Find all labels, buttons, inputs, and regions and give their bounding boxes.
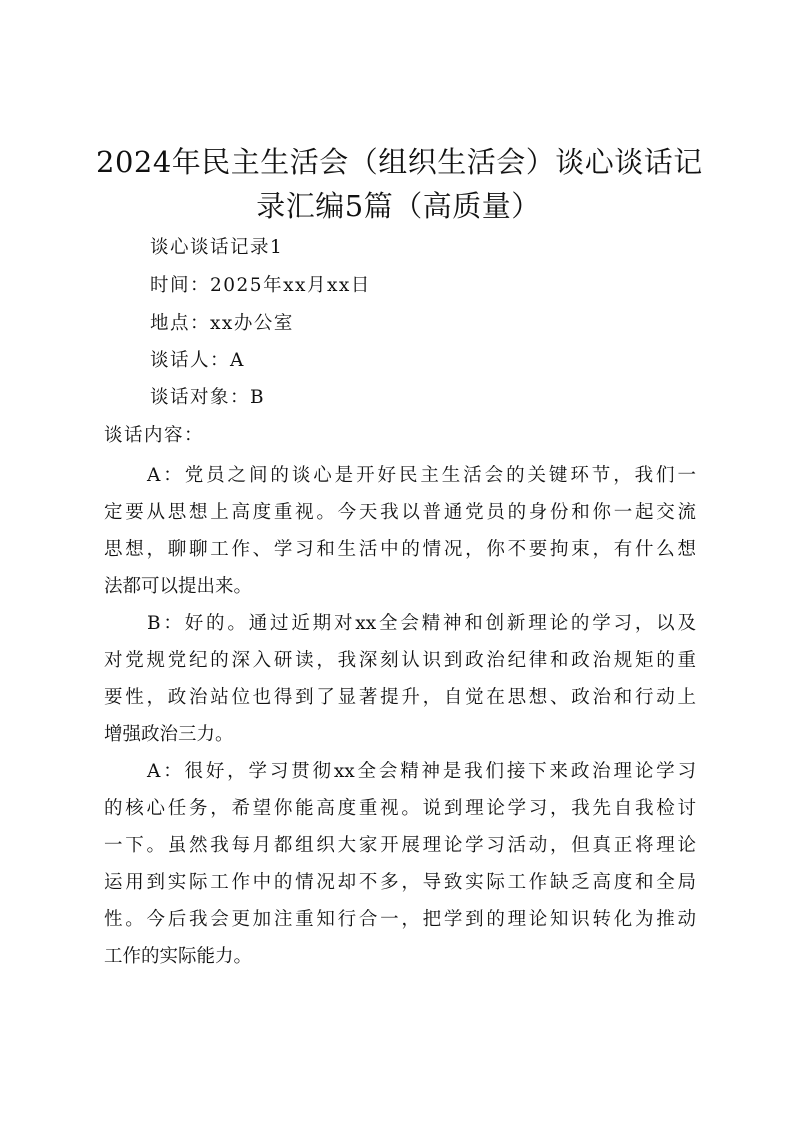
title-line-2: 录汇编5篇（高质量） bbox=[256, 189, 541, 223]
paragraph-line: 思想，聊聊工作、学习和生活中的情况，你不要拘束，有什么想 bbox=[104, 539, 696, 560]
paragraph-line: 增强政治三力。 bbox=[104, 724, 234, 745]
paragraph-line: 对党规党纪的深入研读，我深刻认识到政治纪律和政治规矩的重 bbox=[104, 650, 696, 671]
paragraph-line: A：很好，学习贯彻xx全会精神是我们接下来政治理论学习 bbox=[147, 761, 696, 782]
paragraph-2 bbox=[104, 605, 696, 753]
paragraph-line: 运用到实际工作中的情况却不多，导致实际工作缺乏高度和全局 bbox=[104, 872, 696, 893]
meeting-speaker: 谈话人：A bbox=[150, 350, 245, 371]
paragraph-line: 法都可以提出来。 bbox=[104, 576, 253, 597]
paragraph-line: 定要从思想上高度重视。今天我以普通党员的身份和你一起交流 bbox=[104, 502, 696, 523]
paragraph-line: 工作的实际能力。 bbox=[104, 946, 253, 967]
meeting-location: 地点：xx办公室 bbox=[150, 313, 294, 334]
title-line-1: 2024年民主生活会（组织生活会）谈心谈话记 bbox=[96, 145, 703, 179]
paragraph-1 bbox=[104, 457, 696, 605]
paragraph-line: 要性，政治站位也得到了显著提升，自觉在思想、政治和行动上 bbox=[104, 687, 696, 708]
paragraph-line: B：好的。通过近期对xx全会精神和创新理论的学习，以及 bbox=[147, 613, 696, 634]
paragraph-line: 性。今后我会更加注重知行合一，把学到的理论知识转化为推动 bbox=[104, 909, 696, 930]
content-label: 谈话内容： bbox=[104, 425, 205, 446]
record-heading: 谈心谈话记录1 bbox=[150, 237, 284, 258]
meeting-time: 时间：2025年xx月xx日 bbox=[150, 275, 371, 296]
paragraph-3 bbox=[104, 753, 696, 975]
meeting-target: 谈话对象：B bbox=[150, 387, 266, 408]
paragraph-line: 的核心任务，希望你能高度重视。说到理论学习，我先自我检讨 bbox=[104, 798, 696, 819]
document-title bbox=[96, 140, 701, 228]
paragraph-line: 一下。虽然我每月都组织大家开展理论学习活动，但真正将理论 bbox=[104, 835, 696, 856]
paragraph-line: A：党员之间的谈心是开好民主生活会的关键环节，我们一 bbox=[147, 465, 696, 486]
